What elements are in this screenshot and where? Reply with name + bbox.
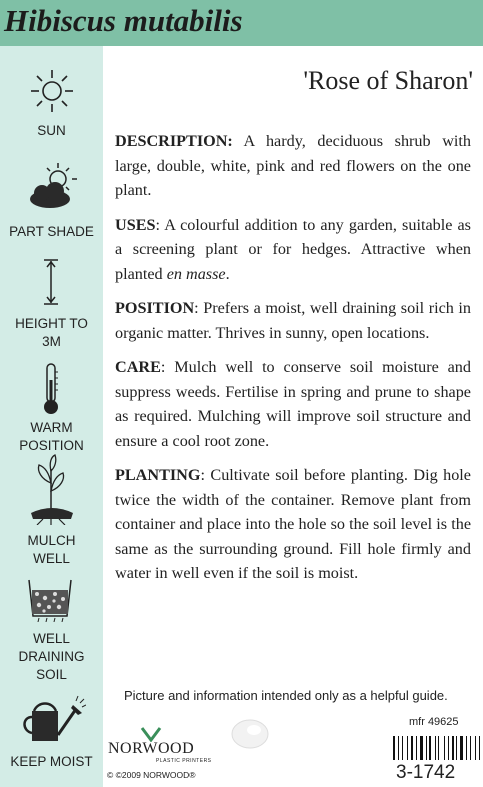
draining-soil-icon	[25, 576, 75, 622]
mulch-label-line2: WELL	[33, 551, 70, 566]
drain-label-line3: SOIL	[36, 667, 67, 682]
height-arrow-icon	[41, 258, 61, 306]
uses-heading: USES	[115, 215, 156, 234]
icon-sidebar	[0, 46, 103, 787]
keep-moist-label: KEEP MOIST	[10, 754, 93, 769]
uses-body-end: .	[225, 264, 230, 283]
seedling-mulch-icon	[27, 439, 77, 525]
planting-body: : Cultivate soil before planting. Dig hole twice the width of the container. Remove plant from container and place into the hole so the soil level is the same as the surrounding ground. Fill hole firmly and water in well even if the soil is moist.	[115, 466, 471, 582]
drain-label-line1: WELL	[33, 631, 70, 646]
warm-label-line2: POSITION	[19, 438, 84, 453]
brand-subtitle: PLASTIC PRINTERS	[156, 758, 212, 764]
brand-name: NORWOOD	[108, 740, 195, 757]
disclaimer: Picture and information intended only as a helpful guide.	[124, 688, 448, 703]
position-body: : Prefers a moist, well draining soil rich in organic matter. Thrives in sunny, open locations.	[115, 299, 471, 342]
mulch-label-line1: MULCH	[27, 533, 76, 548]
planting-section	[115, 463, 471, 586]
uses-body: : A colourful addition to any garden, suitable as a screening plant or for hedges. Attractive when planted	[115, 215, 471, 283]
thermometer-icon	[41, 362, 61, 416]
care-section	[115, 355, 471, 453]
height-label-line2: 3M	[42, 334, 61, 349]
planting-heading: PLANTING	[115, 466, 201, 484]
care-text	[115, 129, 471, 596]
sun-label: SUN	[37, 123, 66, 138]
warm-label-line1: WARM	[30, 420, 73, 435]
drain-label-line2: DRAINING	[18, 649, 85, 664]
product-code: 3-1742	[396, 762, 456, 783]
description-body: A hardy, deciduous shrub with large, double, white, pink and red flowers on the one plant.	[115, 132, 471, 199]
botanical-name: Hibiscus mutabilis	[4, 3, 243, 38]
sun-icon	[29, 68, 75, 114]
description-section	[115, 129, 471, 203]
height-label-line1: HEIGHT TO	[15, 316, 88, 331]
watering-can-icon	[18, 695, 86, 745]
care-body: : Mulch well to conserve soil moisture and suppress weeds. Fertilise in spring and prune to shape as required. Mulching will improve soil structure and ensure a cool root zone.	[115, 358, 471, 450]
part-shade-icon	[28, 161, 78, 213]
uses-body-italic: en masse	[166, 264, 226, 283]
hole-punch-icon	[228, 716, 272, 752]
position-section	[115, 296, 471, 345]
copyright: © ©2009 NORWOOD®	[107, 770, 196, 780]
uses-section	[115, 213, 471, 287]
mfr-number: mfr 49625	[409, 716, 459, 728]
care-heading: CARE	[115, 358, 161, 376]
position-heading: POSITION	[115, 299, 195, 317]
header-bar	[0, 0, 483, 46]
part-shade-label: PART SHADE	[9, 224, 94, 239]
description-heading: DESCRIPTION:	[115, 132, 233, 150]
common-name: 'Rose of Sharon'	[303, 66, 473, 95]
barcode	[393, 736, 483, 760]
